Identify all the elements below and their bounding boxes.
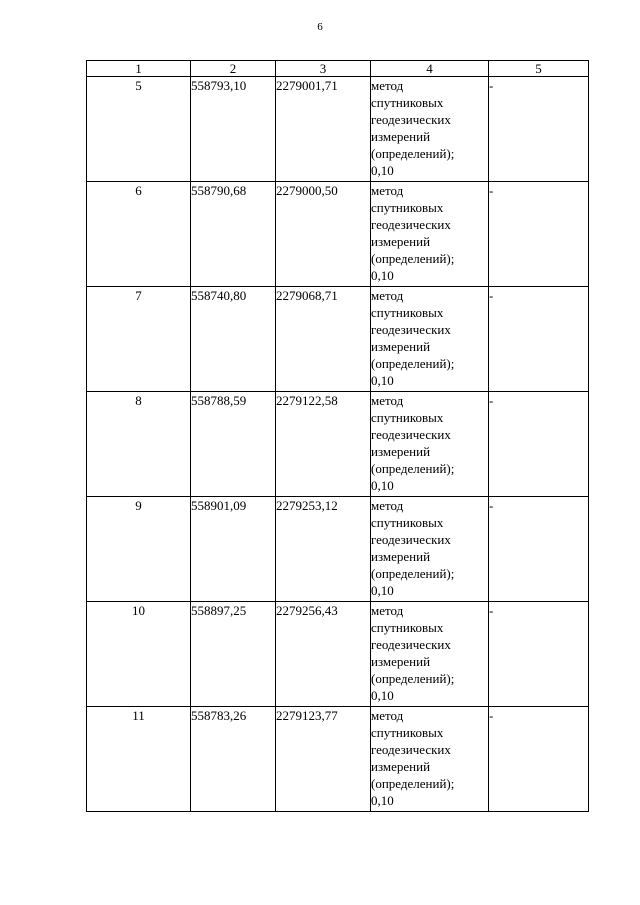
column-header-5: 5: [489, 61, 589, 77]
point-number-cell: 8: [87, 392, 191, 497]
table-body: [87, 77, 589, 812]
method-line: метод: [371, 603, 404, 618]
x-coordinate-cell: 558897,25: [191, 602, 276, 707]
method-line: спутниковых: [371, 725, 444, 740]
point-number-cell: 9: [87, 497, 191, 602]
method-cell: [371, 182, 489, 287]
method-line: (определений);: [371, 146, 455, 161]
table-row: [87, 182, 589, 287]
method-line: геодезических: [371, 532, 451, 547]
coordinates-table: [86, 60, 589, 812]
description-cell: -: [489, 392, 589, 497]
method-line: спутниковых: [371, 620, 444, 635]
method-line: геодезических: [371, 112, 451, 127]
point-number-cell: 7: [87, 287, 191, 392]
y-coordinate-cell: 2279256,43: [276, 602, 371, 707]
method-line: (определений);: [371, 566, 455, 581]
method-line: геодезических: [371, 217, 451, 232]
y-coordinate-cell: 2279122,58: [276, 392, 371, 497]
y-coordinate-cell: 2279123,77: [276, 707, 371, 812]
method-line: (определений);: [371, 356, 455, 371]
method-line: спутниковых: [371, 305, 444, 320]
method-line: метод: [371, 708, 404, 723]
method-line: метод: [371, 183, 404, 198]
y-coordinate-cell: 2279001,71: [276, 77, 371, 182]
table-row: [87, 497, 589, 602]
method-line: (определений);: [371, 251, 455, 266]
method-line: 0,10: [371, 688, 394, 703]
method-line: (определений);: [371, 461, 455, 476]
method-cell: [371, 497, 489, 602]
column-header-4: 4: [371, 61, 489, 77]
y-coordinate-cell: 2279068,71: [276, 287, 371, 392]
page-number: 6: [317, 21, 323, 33]
table-row: [87, 287, 589, 392]
table-row: [87, 602, 589, 707]
method-line: 0,10: [371, 373, 394, 388]
method-line: 0,10: [371, 163, 394, 178]
method-line: 0,10: [371, 478, 394, 493]
method-cell: [371, 707, 489, 812]
description-cell: -: [489, 602, 589, 707]
method-line: измерений: [371, 444, 431, 459]
method-line: геодезических: [371, 742, 451, 757]
point-number-cell: 11: [87, 707, 191, 812]
x-coordinate-cell: 558740,80: [191, 287, 276, 392]
method-line: метод: [371, 78, 404, 93]
method-line: 0,10: [371, 268, 394, 283]
table-row: [87, 392, 589, 497]
table-header-row: [87, 61, 589, 77]
description-cell: -: [489, 497, 589, 602]
method-line: 0,10: [371, 793, 394, 808]
method-line: геодезических: [371, 637, 451, 652]
method-line: (определений);: [371, 671, 455, 686]
method-line: измерений: [371, 129, 431, 144]
column-header-1: 1: [87, 61, 191, 77]
method-line: геодезических: [371, 322, 451, 337]
description-cell: -: [489, 707, 589, 812]
method-cell: [371, 392, 489, 497]
description-cell: -: [489, 182, 589, 287]
method-cell: [371, 77, 489, 182]
y-coordinate-cell: 2279253,12: [276, 497, 371, 602]
method-cell: [371, 602, 489, 707]
method-line: метод: [371, 498, 404, 513]
method-line: спутниковых: [371, 95, 444, 110]
x-coordinate-cell: 558788,59: [191, 392, 276, 497]
x-coordinate-cell: 558901,09: [191, 497, 276, 602]
method-line: измерений: [371, 234, 431, 249]
method-line: измерений: [371, 759, 431, 774]
method-line: измерений: [371, 549, 431, 564]
method-line: метод: [371, 393, 404, 408]
method-line: геодезических: [371, 427, 451, 442]
method-line: 0,10: [371, 583, 394, 598]
y-coordinate-cell: 2279000,50: [276, 182, 371, 287]
column-header-3: 3: [276, 61, 371, 77]
method-line: спутниковых: [371, 200, 444, 215]
description-cell: -: [489, 287, 589, 392]
method-line: спутниковых: [371, 515, 444, 530]
point-number-cell: 5: [87, 77, 191, 182]
method-line: метод: [371, 288, 404, 303]
description-cell: -: [489, 77, 589, 182]
column-header-2: 2: [191, 61, 276, 77]
table-row: [87, 77, 589, 182]
method-line: (определений);: [371, 776, 455, 791]
x-coordinate-cell: 558790,68: [191, 182, 276, 287]
point-number-cell: 10: [87, 602, 191, 707]
method-line: спутниковых: [371, 410, 444, 425]
x-coordinate-cell: 558783,26: [191, 707, 276, 812]
x-coordinate-cell: 558793,10: [191, 77, 276, 182]
method-cell: [371, 287, 489, 392]
method-line: измерений: [371, 339, 431, 354]
table-row: [87, 707, 589, 812]
method-line: измерений: [371, 654, 431, 669]
point-number-cell: 6: [87, 182, 191, 287]
